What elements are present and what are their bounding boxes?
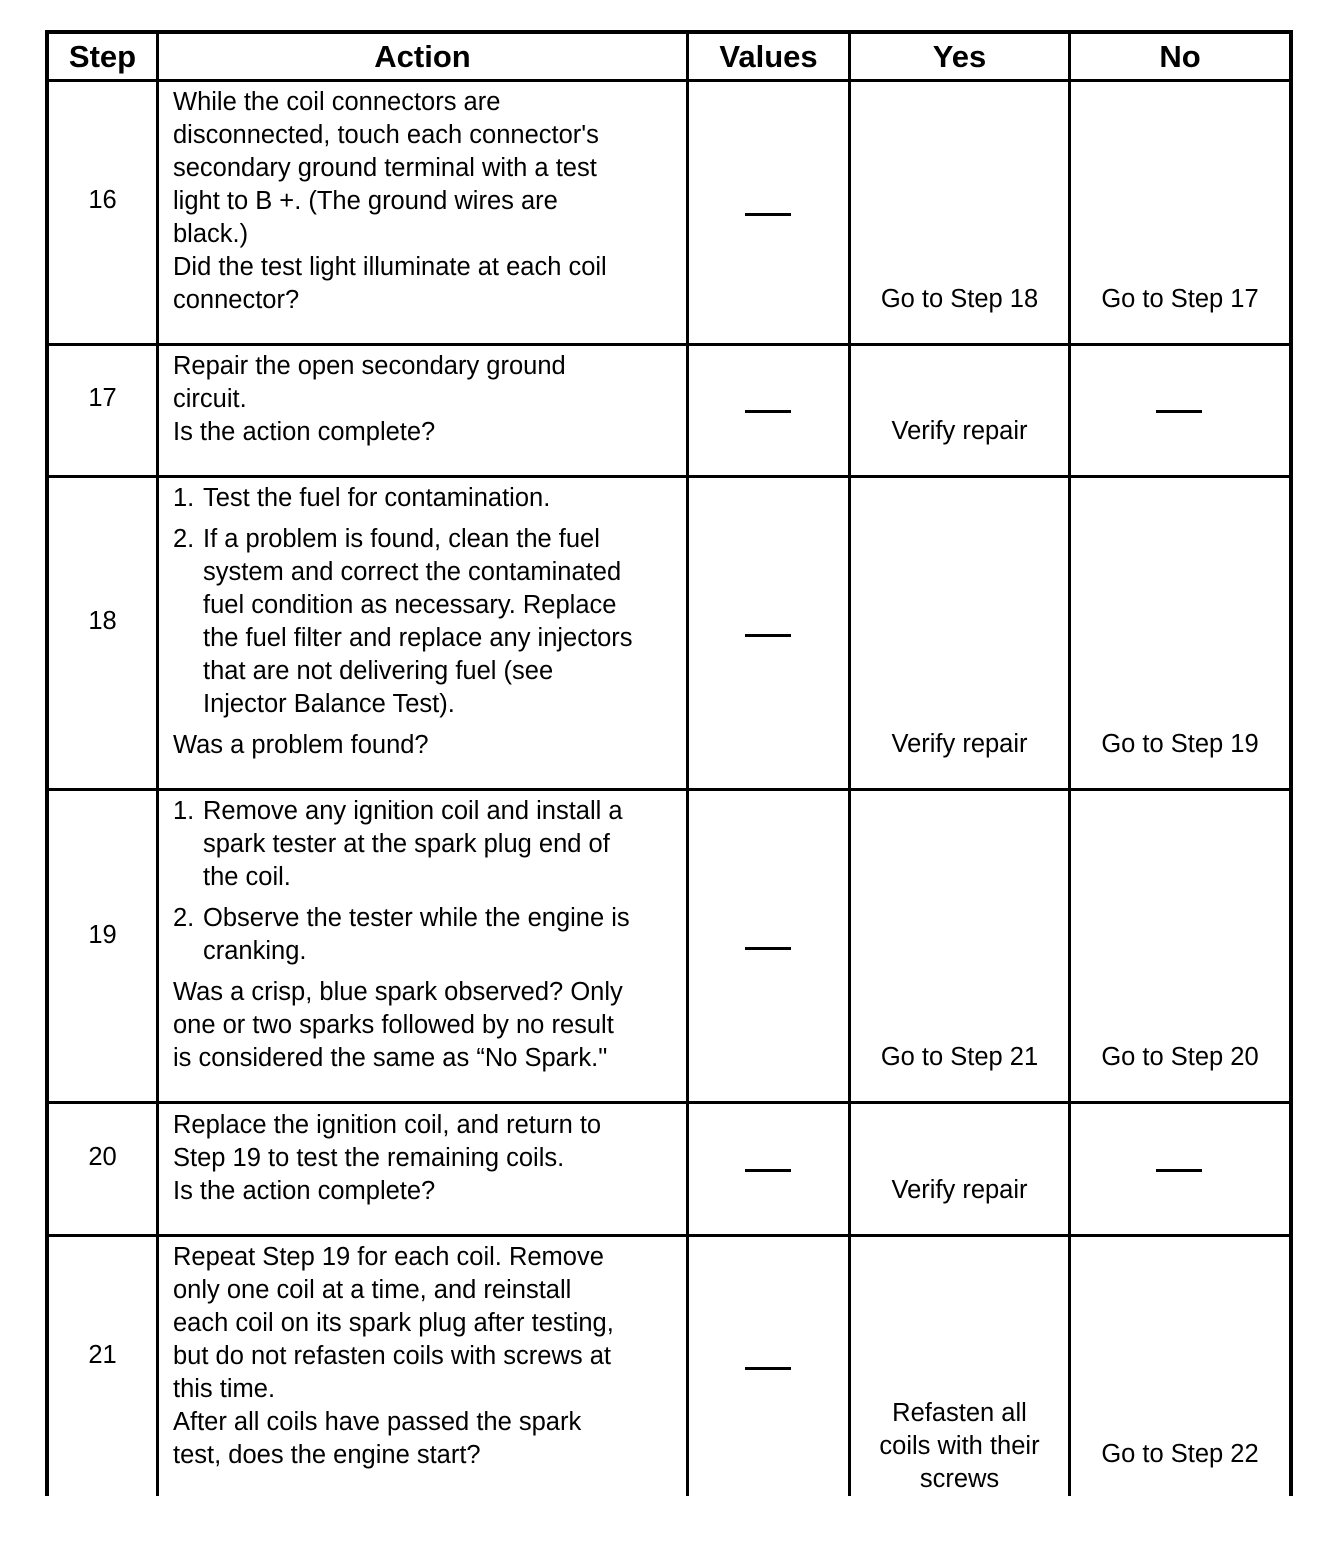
list-item [173, 795, 683, 894]
action-text [173, 86, 678, 317]
list-item [173, 902, 683, 968]
header-values: Values [719, 38, 818, 74]
step-number: 19 [88, 921, 117, 949]
action-line: Is the action complete? [173, 1177, 436, 1205]
action-line: Replace the ignition coil, and return to [173, 1111, 602, 1139]
row-divider [45, 1101, 1293, 1104]
action-text [173, 1109, 678, 1208]
list-number: 1. [173, 484, 195, 512]
action-line: Step 19 to test the remaining coils. [173, 1144, 565, 1172]
header-no: No [1159, 38, 1201, 74]
action-line: Repeat Step 19 for each coil. Remove [173, 1243, 604, 1271]
step-number: 20 [88, 1143, 117, 1171]
yes-result: Verify repair [891, 417, 1028, 445]
action-line: light to B +. (The ground wires are [173, 187, 558, 215]
no-dash [1156, 410, 1202, 413]
no-result: Go to Step 22 [1101, 1440, 1259, 1468]
action-line: Remove any ignition coil and install a [203, 797, 623, 825]
action-line: spark tester at the spark plug end of [203, 830, 610, 858]
action-line: one or two sparks followed by no result [173, 1011, 614, 1039]
column-divider [1068, 30, 1071, 1496]
diagnostic-table [45, 30, 1293, 1496]
header-bottom-border [45, 79, 1293, 82]
action-line: test, does the engine start? [173, 1441, 481, 1469]
no-result: Go to Step 19 [1101, 730, 1259, 758]
action-line: Repair the open secondary ground [173, 352, 566, 380]
column-divider [686, 30, 689, 1496]
step-number: 21 [88, 1341, 117, 1369]
yes-line: screws [919, 1465, 1000, 1493]
list-item [173, 482, 683, 515]
action-line: secondary ground terminal with a test [173, 154, 597, 182]
action-text [173, 795, 683, 1075]
no-dash [1156, 1169, 1202, 1172]
action-line: the coil. [203, 863, 291, 891]
action-text [173, 350, 678, 449]
table-left-border [45, 30, 49, 1496]
list-number: 2. [173, 525, 195, 553]
action-line: cranking. [203, 937, 307, 965]
step-number: 16 [88, 186, 117, 214]
action-line: Test the fuel for contamination. [203, 484, 551, 512]
table-right-border [1289, 30, 1293, 1496]
row-divider [45, 343, 1293, 346]
header-yes: Yes [932, 38, 987, 74]
action-line: Observe the tester while the engine is [203, 904, 630, 932]
action-line: Was a crisp, blue spark observed? Only [173, 978, 623, 1006]
list-item [173, 523, 683, 721]
step-number: 18 [88, 607, 117, 635]
action-line: black.) [173, 220, 249, 248]
header-step: Step [68, 38, 137, 74]
row-divider [45, 1234, 1293, 1237]
values-dash [745, 947, 791, 950]
yes-result [851, 1397, 1068, 1496]
values-dash [745, 213, 791, 216]
action-line: While the coil connectors are [173, 88, 501, 116]
yes-result: Go to Step 18 [880, 285, 1039, 313]
header-action: Action [374, 38, 471, 74]
action-line: system and correct the contaminated [203, 558, 622, 586]
action-line: circuit. [173, 385, 247, 413]
values-dash [745, 1367, 791, 1370]
column-divider [156, 30, 159, 1496]
action-line: only one coil at a time, and reinstall [173, 1276, 572, 1304]
yes-line: coils with their [879, 1432, 1040, 1460]
action-line: each coil on its spark plug after testing, [173, 1309, 614, 1337]
values-dash [745, 634, 791, 637]
action-question: Was a problem found? [173, 731, 429, 759]
column-divider [848, 30, 851, 1496]
action-text [173, 1241, 678, 1472]
action-line: the fuel filter and replace any injectors [203, 624, 633, 652]
action-line: that are not delivering fuel (see [203, 657, 554, 685]
action-line: After all coils have passed the spark [173, 1408, 582, 1436]
action-line: Is the action complete? [173, 418, 436, 446]
action-line: Did the test light illuminate at each coil [173, 253, 607, 281]
action-line: If a problem is found, clean the fuel [203, 525, 600, 553]
no-result: Go to Step 17 [1101, 285, 1259, 313]
list-number: 2. [173, 904, 195, 932]
yes-result: Go to Step 21 [880, 1043, 1039, 1071]
yes-line: Refasten all [892, 1399, 1027, 1427]
values-dash [745, 1169, 791, 1172]
values-dash [745, 410, 791, 413]
action-line: this time. [173, 1375, 276, 1403]
row-divider [45, 475, 1293, 478]
action-line: fuel condition as necessary. Replace [203, 591, 617, 619]
action-line: but do not refasten coils with screws at [173, 1342, 611, 1370]
action-question [173, 976, 683, 1075]
action-line: disconnected, touch each connector's [173, 121, 599, 149]
no-result: Go to Step 20 [1101, 1043, 1259, 1071]
yes-result: Verify repair [891, 1176, 1028, 1204]
action-line: Injector Balance Test). [203, 690, 455, 718]
action-line: is considered the same as “No Spark." [173, 1044, 608, 1072]
row-divider [45, 788, 1293, 791]
action-text [173, 482, 683, 762]
action-line: connector? [173, 286, 300, 314]
step-number: 17 [88, 384, 117, 412]
yes-result: Verify repair [891, 730, 1028, 758]
list-number: 1. [173, 797, 195, 825]
